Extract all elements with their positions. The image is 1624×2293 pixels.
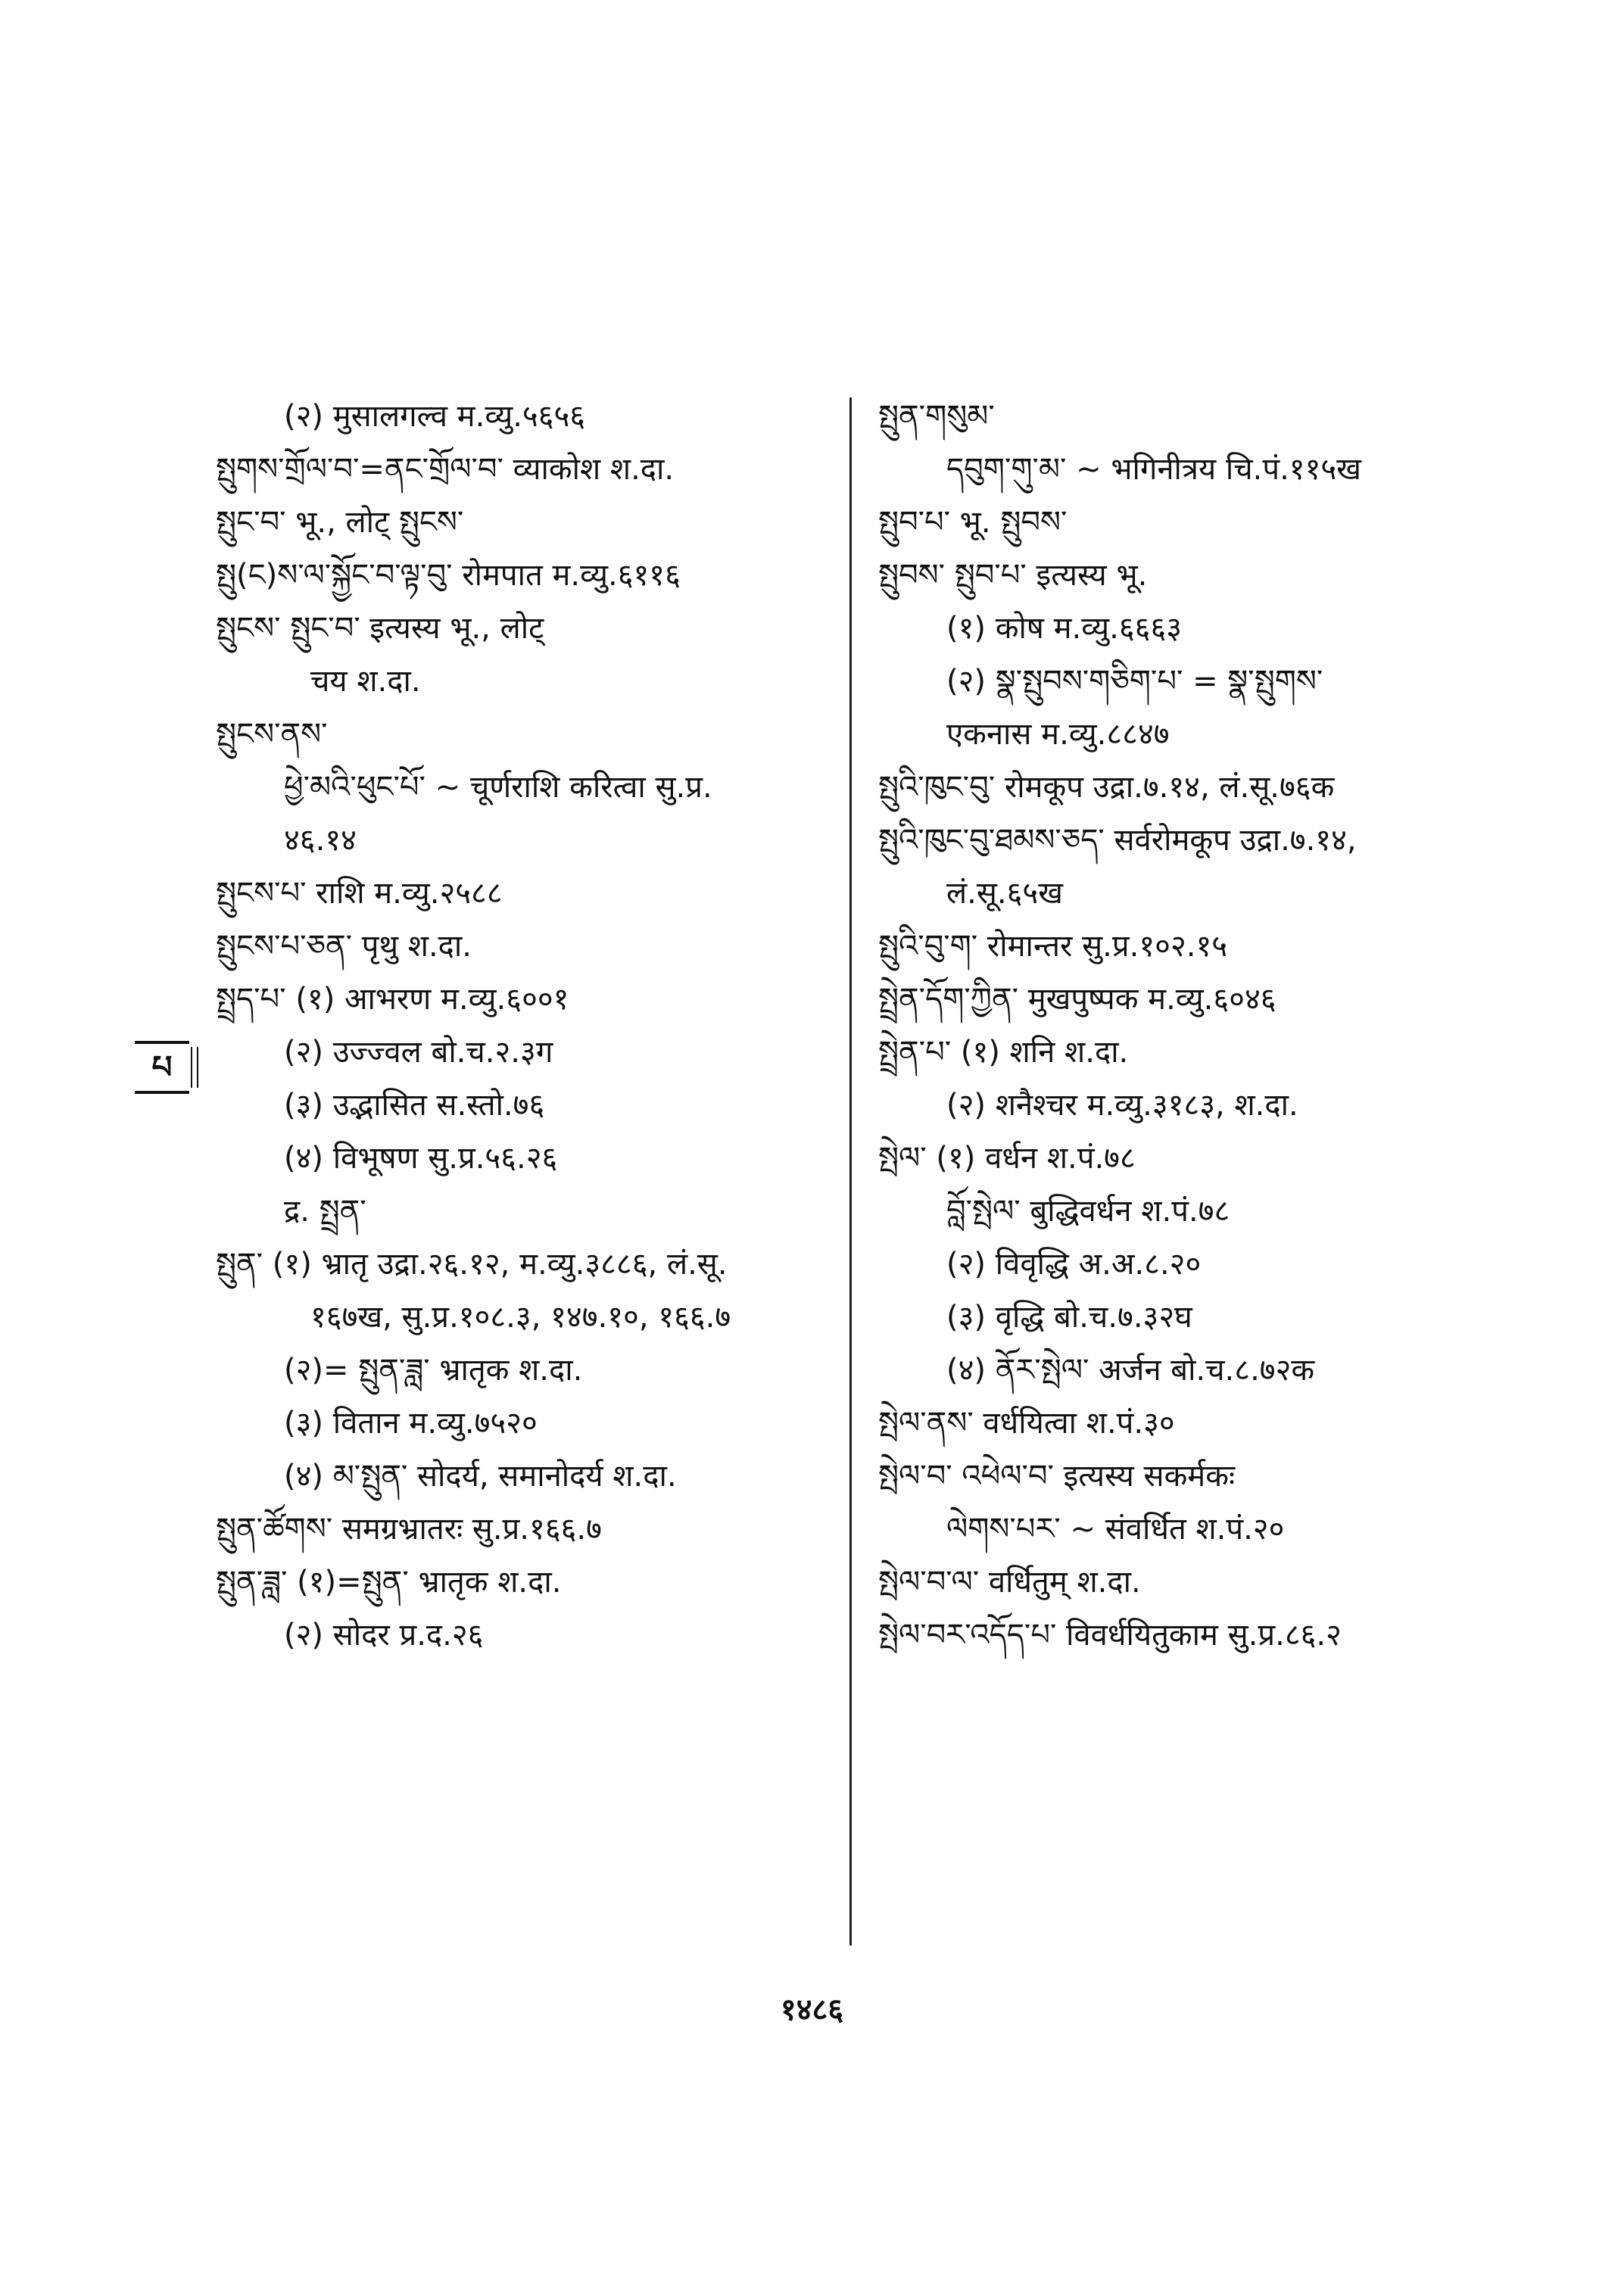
dictionary-entry-line: लं.सू.६५ख: [946, 876, 1063, 911]
left-column: [216, 390, 848, 1662]
dictionary-entry-line: སྤུའི་བུ་ག་ रोमान्तर सु.प्र.१०२.१५: [878, 929, 1228, 964]
dictionary-entry-line: སྤུའི་ཁུང་བུ་ཐམས་ཅད་ सर्वरोमकूप उद्रा.७.१४,: [878, 823, 1357, 858]
dictionary-entry-line: སྤུན་གསུམ་: [878, 399, 995, 434]
dictionary-entry-line: ཕྱེ་མའི་ཕུང་པོ་ ~ चूर्णराशि करित्वा सु.प्र.: [284, 770, 712, 805]
dictionary-entry-line: སྤྲད་པ་ (१) आभरण म.व्यु.६००१: [216, 982, 569, 1017]
dictionary-entry-line: སྤུངས་པ་ཅན་ पृथु श.दा.: [216, 929, 472, 964]
right-column: [878, 390, 1469, 1662]
dictionary-entry-line: (२) मुसालगल्व म.व्यु.५६५६: [284, 399, 586, 434]
dictionary-entry-line: སྤུའི་ཁུང་བུ་ रोमकूप उद्रा.७.१४, लं.सू.७६क: [878, 770, 1335, 805]
dictionary-entry-line: (२) उज्ज्वल बो.च.२.३ग: [284, 1035, 553, 1070]
dictionary-entry-line: སྤྲེན་དོག་ཀྱིན་ मुखपुष्पक म.व्यु.६०४६: [878, 982, 1276, 1017]
dictionary-entry-line: (२)= སྤུན་ཟླ་ भ्रातृक श.दा.: [284, 1353, 583, 1388]
page-number: १४८६: [780, 1992, 844, 2027]
dictionary-entry-line: སྤེལ་བ་ལ་ वर्धितुम् श.दा.: [878, 1565, 1141, 1600]
dictionary-entry-line: སྤུ(ང)ས་ལ་སྐྱོང་བ་ལྟ་བུ་ रोमपात म.व्यु.६११६: [216, 558, 681, 593]
section-letter-tab: པ: [135, 1041, 189, 1094]
dictionary-entry-line: (१) कोष म.व्यु.६६६३: [946, 611, 1183, 646]
dictionary-entry-line: द्र. སྤྲན་: [284, 1194, 366, 1229]
dictionary-entry-line: བློ་སྤེལ་ बुद्धिवर्धन श.पं.७८: [946, 1194, 1230, 1229]
dictionary-entry-line: སྤུངས་པ་ राशि म.व्यु.२५८८: [216, 876, 503, 911]
dictionary-entry-line: ४६.१४: [284, 823, 357, 858]
dictionary-entry-line: (४) विभूषण सु.प्र.५६.२६: [284, 1141, 558, 1176]
dictionary-entry-line: ལེགས་པར་ ~ संवर्धित श.पं.२०: [946, 1512, 1285, 1547]
dictionary-entry-line: (४) ནོར་སྤེལ་ अर्जन बो.च.८.७२क: [946, 1353, 1315, 1388]
dictionary-entry-line: སྤུངས་ སྤུང་བ་ इत्यस्य भू., लोट्: [216, 611, 544, 646]
dictionary-entry-line: १६७ख, सु.प्र.१०८.३, १४७.१०, १६६.७: [310, 1300, 731, 1335]
dictionary-entry-line: (२) सोदर प्र.द.२६: [284, 1618, 484, 1653]
dictionary-entry-line: སྤུབས་ སྤུབ་པ་ इत्यस्य भू.: [878, 558, 1148, 593]
dictionary-entry-line: (२) विवृद्धि अ.अ.८.२०: [946, 1247, 1202, 1282]
dictionary-entry-line: སྤུང་བ་ भू., लोट् སྤུངས་: [216, 505, 464, 540]
dictionary-entry-line: एकनास म.व्यु.८८४७: [946, 717, 1170, 752]
dictionary-entry-line: སྤུན་ཚོགས་ समग्रभ्रातरः सु.प्र.१६६.७: [216, 1512, 602, 1547]
dictionary-entry-line: (४) མ་སྤུན་ सोदर्य, समानोदर्य श.दा.: [284, 1459, 677, 1494]
dictionary-entry-line: (३) वृद्धि बो.च.७.३२घ: [946, 1300, 1192, 1335]
dictionary-entry-line: སྤུབ་པ་ भू. སྤུབས་: [878, 505, 1068, 540]
dictionary-entry-line: སྤེལ་ (१) वर्धन श.पं.७८: [878, 1141, 1136, 1176]
dictionary-entry-line: སྤུན་ཟླ་ (१)=སྤུན་ भ्रातृक श.दा.: [216, 1565, 562, 1600]
column-divider: [849, 397, 852, 1946]
dictionary-entry-line: (२) སྣ་སྤུབས་གཅིག་པ་ = སྣ་སྤུགས་: [946, 664, 1323, 699]
dictionary-entry-line: (३) उद्भासित स.स्तो.७६: [284, 1088, 545, 1123]
dictionary-entry-line: चय श.दा.: [310, 664, 421, 699]
dictionary-entry-line: སྤྲེན་པ་ (१) शनि श.दा.: [878, 1035, 1129, 1070]
dictionary-entry-line: སྤུངས་ནས་: [216, 717, 328, 752]
dictionary-entry-line: དབུག་གུ་མ་ ~ भगिनीत्रय चि.पं.११५ख: [946, 452, 1361, 487]
dictionary-entry-line: (३) वितान म.व्यु.७५२०: [284, 1406, 538, 1441]
dictionary-entry-line: སྤེལ་ནས་ वर्धयित्वा श.पं.३०: [878, 1406, 1175, 1441]
dictionary-entry-line: སྤུགས་གྲོལ་བ་=ནང་གྲོལ་བ་ व्याकोश श.दा.: [216, 452, 675, 487]
dictionary-entry-line: སྤེལ་བར་འདོད་པ་ विवर्धयितुकाम सु.प्र.८६.२: [878, 1618, 1342, 1653]
dictionary-entry-line: སྤུན་ (१) भ्रातृ उद्रा.२६.१२, म.व्यु.३८८६, लं.सू.: [216, 1247, 728, 1282]
dictionary-entry-line: (२) शनैश्चर म.व्यु.३१८३, श.दा.: [946, 1088, 1298, 1123]
dictionary-entry-line: སྤེལ་བ་ འཕེལ་བ་ इत्यस्य सकर्मकः: [878, 1459, 1236, 1494]
